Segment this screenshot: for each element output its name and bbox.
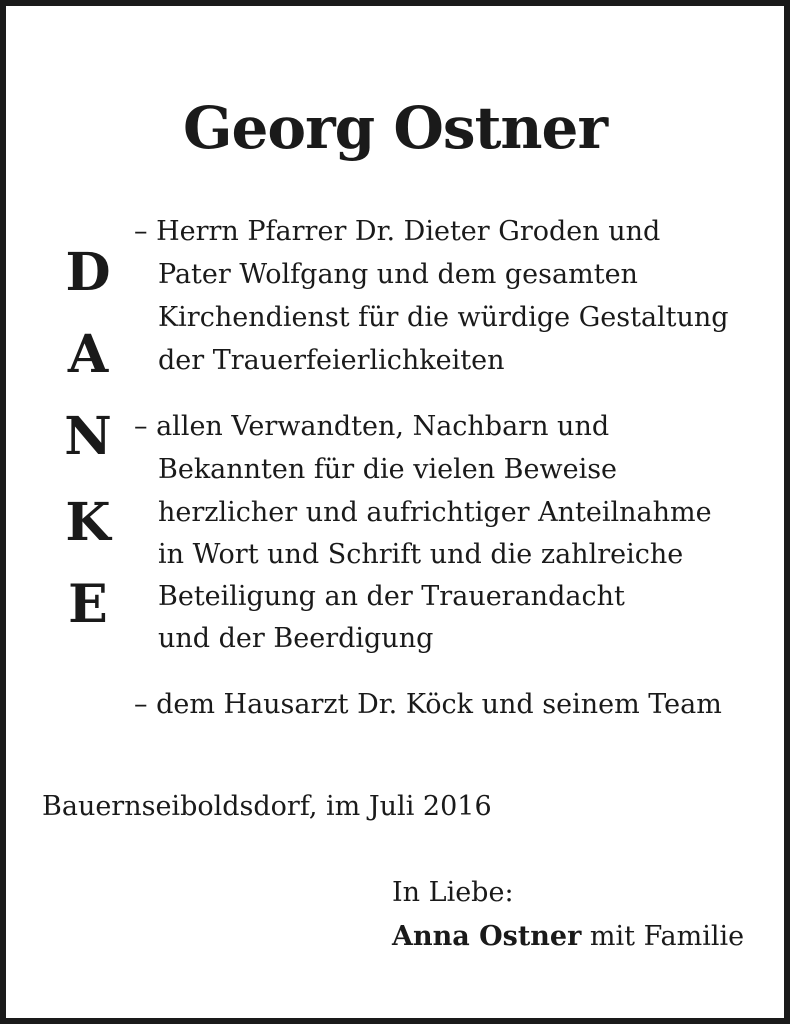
- thanks-line: – Herrn Pfarrer Dr. Dieter Groden und: [134, 216, 661, 247]
- thanks-line: herzlicher und aufrichtiger Anteilnahme: [158, 497, 712, 528]
- thanks-line: – dem Hausarzt Dr. Köck und seinem Team: [134, 689, 722, 720]
- signature-suffix: mit Familie: [581, 921, 745, 952]
- danke-letter-a: A: [67, 324, 109, 385]
- thanks-line: Beteiligung an der Trauerandacht: [158, 581, 625, 612]
- danke-letter-e: E: [68, 574, 108, 635]
- thanks-line: der Trauerfeierlichkeiten: [158, 345, 505, 376]
- danke-letter-k: K: [65, 492, 111, 553]
- signature-name: Anna Ostner: [392, 921, 582, 952]
- thanks-line: und der Beerdigung: [158, 623, 434, 654]
- thanks-line: – allen Verwandten, Nachbarn und: [134, 411, 610, 442]
- thanks-line: in Wort und Schrift und die zahlreiche: [158, 539, 684, 570]
- deceased-name-title: Georg Ostner: [182, 94, 608, 162]
- thanks-line: Bekannten für die vielen Beweise: [158, 454, 618, 485]
- danke-letter-n: N: [64, 406, 112, 467]
- thanks-line: Pater Wolfgang und dem gesamten: [158, 259, 638, 290]
- place-and-date: Bauernseiboldsdorf, im Juli 2016: [42, 791, 492, 822]
- signature: [392, 916, 744, 958]
- closing-phrase: In Liebe:: [392, 877, 514, 908]
- thanks-line: Kirchendienst für die würdige Gestaltung: [158, 302, 729, 333]
- danke-letter-d: D: [65, 242, 111, 303]
